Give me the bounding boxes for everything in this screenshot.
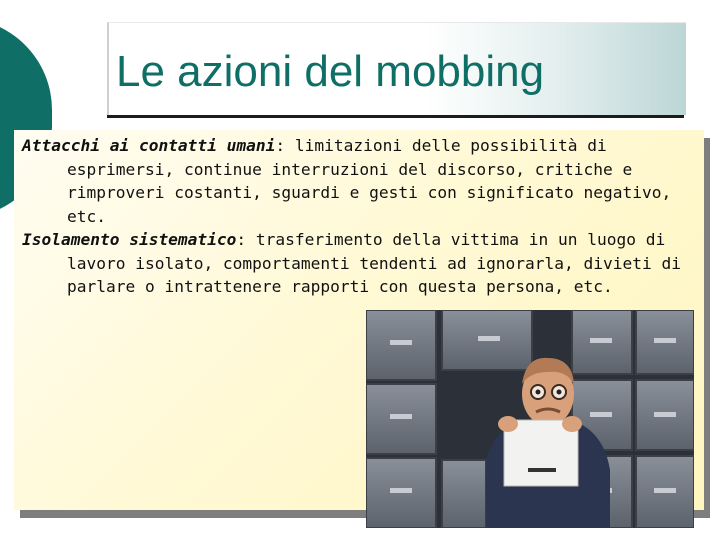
photo-illustration xyxy=(366,310,694,528)
item-term: Isolamento sistematico xyxy=(22,230,237,249)
item-text: : limitazioni delle possibilità di esprimersi, continue interruzioni del discorso, critiche e rimproveri costanti, sguardi e gesti con significato negativo, etc. xyxy=(67,136,672,226)
title-underline xyxy=(107,115,684,118)
bullet-list xyxy=(22,134,692,299)
item-text: : trasferimento della vittima in un luogo di lavoro isolato, comportamenti tendenti ad ignorarla, divieti di parlare o intrattenere rapporti con questa persona, etc. xyxy=(67,230,681,296)
list-item xyxy=(22,228,692,299)
item-term: Attacchi ai contatti umani xyxy=(22,136,276,155)
mobbing-photo xyxy=(366,310,694,528)
list-item xyxy=(22,134,692,228)
slide-title: Le azioni del mobbing xyxy=(116,47,545,96)
